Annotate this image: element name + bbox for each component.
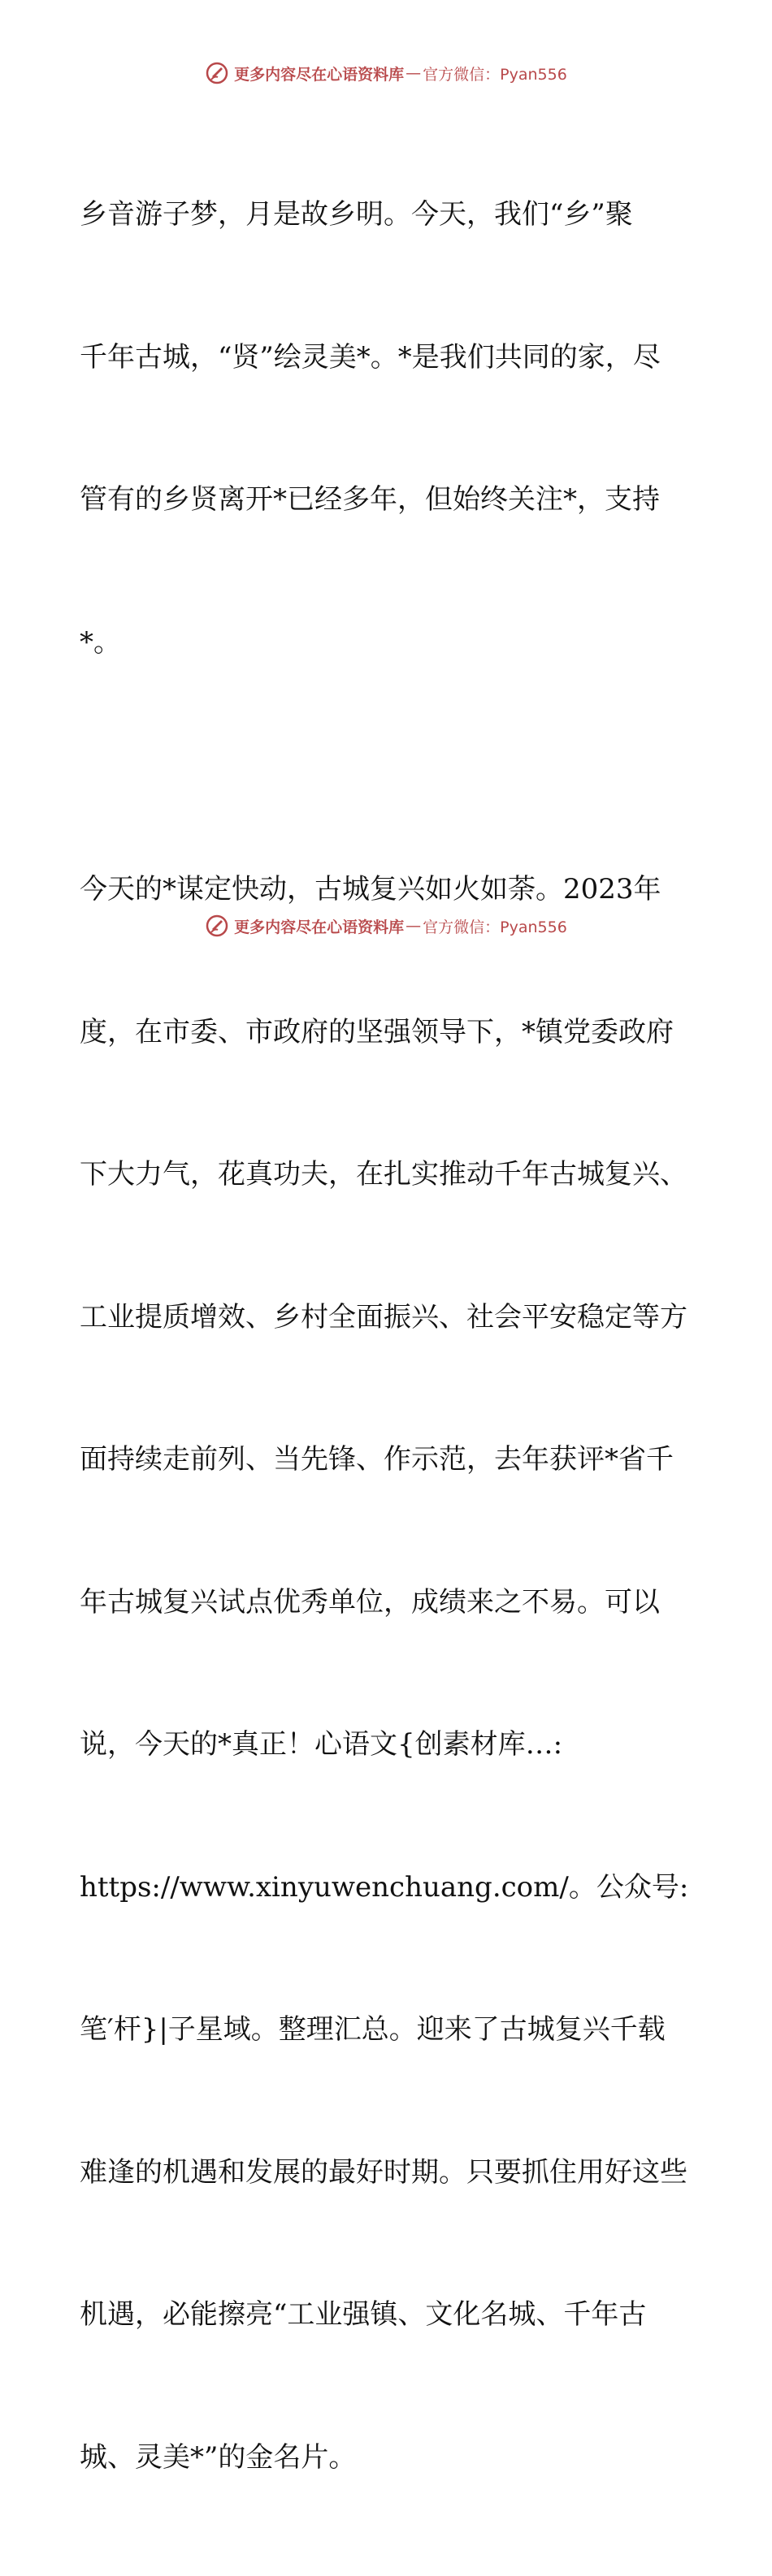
paragraph-2 bbox=[80, 771, 697, 2576]
footer-banner bbox=[0, 910, 772, 942]
paragraph-line: 笔′杆}|子星域。整理汇总。迎来了古城复兴千载 bbox=[80, 2013, 666, 2046]
paragraph-line: 机遇，必能擦亮“工业强镇、文化名城、千年古 bbox=[80, 2298, 647, 2331]
header-wechat-text: 官方微信：Pyan556 bbox=[423, 65, 567, 84]
paragraph-line: 年古城复兴试点优秀单位，成绩来之不易。可以 bbox=[80, 1585, 660, 1619]
footer-wechat-text: 官方微信：Pyan556 bbox=[423, 918, 567, 936]
document-body bbox=[80, 96, 697, 2576]
paragraph-line: *。 bbox=[80, 625, 121, 659]
paragraph-line: 难逢的机遇和发展的最好时期。只要抓住用好这些 bbox=[80, 2155, 687, 2189]
footer-separator: — bbox=[406, 917, 422, 935]
brand-logo-icon bbox=[205, 914, 229, 938]
paragraph-line: 乡音游子梦，月是故乡明。今天，我们“乡”聚 bbox=[80, 198, 633, 231]
header-site-text: 更多内容尽在心语资料库 bbox=[234, 65, 405, 84]
brand-logo-icon bbox=[205, 61, 229, 85]
paragraph-line: 面持续走前列、当先锋、作示范，去年获评*省千 bbox=[80, 1443, 674, 1476]
paragraph-line: 今天的*谋定快动，古城复兴如火如荼。2023年 bbox=[80, 873, 661, 905]
paragraph-line: 说，今天的*真正！心语文{创素材库…: bbox=[80, 1728, 563, 1761]
paragraph-line: https://www.xinyuwenchuang.com/。公众号: bbox=[80, 1870, 689, 1904]
paragraph-line: 工业提质增效、乡村全面振兴、社会平安稳定等方 bbox=[80, 1300, 687, 1333]
paragraph-line: 千年古城，“贤”绘灵美*。*是我们共同的家，尽 bbox=[80, 340, 661, 374]
paragraph-line: 管有的乡贤离开*已经多年，但始终关注*，支持 bbox=[80, 483, 660, 516]
header-banner bbox=[0, 57, 772, 89]
paragraph-line: 度，在市委、市政府的坚强领导下，*镇党委政府 bbox=[80, 1015, 674, 1048]
footer-site-text: 更多内容尽在心语资料库 bbox=[234, 918, 405, 936]
paragraph-line: 城、灵美*”的金名片。 bbox=[80, 2440, 357, 2474]
paragraph-1 bbox=[80, 96, 697, 761]
header-separator: — bbox=[406, 64, 422, 82]
paragraph-line: 下大力气，花真功夫，在扎实推动千年古城复兴、 bbox=[80, 1158, 687, 1191]
